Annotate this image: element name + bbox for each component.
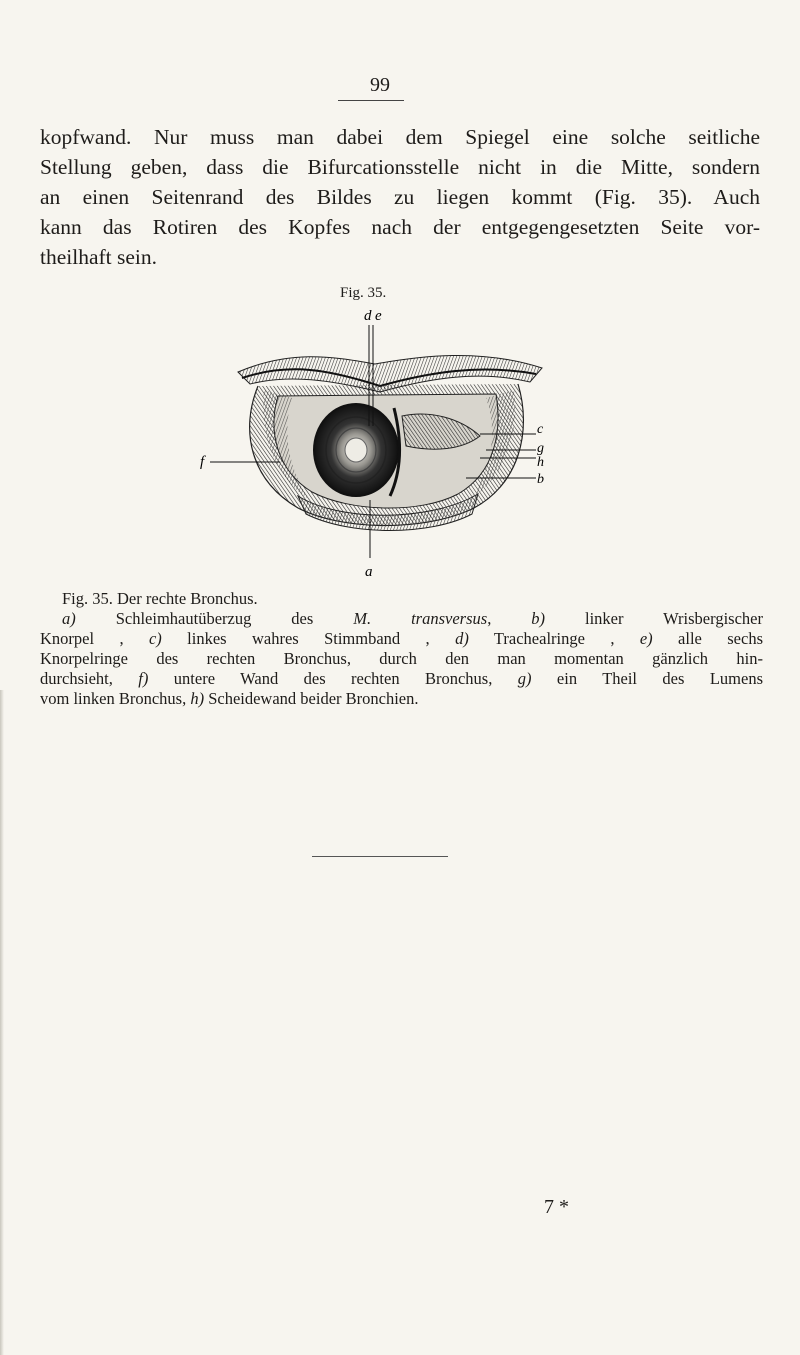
label-d: d (364, 308, 372, 324)
caption-italic-run: g) (517, 669, 532, 688)
caption-italic-run: d) (455, 629, 469, 648)
label-g: g (537, 441, 544, 456)
caption-text-run: Trachealringe , (468, 629, 640, 648)
caption-text-run: Schleimhautüberzug des (75, 609, 354, 628)
caption-italic-run: a) (62, 609, 76, 628)
caption-italic-run: e) (639, 629, 653, 648)
caption-italic-run: f) (138, 669, 149, 688)
label-f: f (200, 454, 205, 470)
signature-mark: 7 * (544, 1196, 569, 1218)
caption-line (40, 609, 763, 629)
body-line: an einen Seitenrand des Bildes zu liegen kommt (Fig. 35). Auch (40, 185, 760, 209)
caption-text-run: ein Theil des Lumens (531, 669, 763, 688)
label-e: e (375, 308, 382, 324)
caption-text-run: durchsieht, (40, 669, 139, 688)
caption-italic-run: c) (148, 629, 162, 648)
caption-italic-run: M. transversus (353, 609, 488, 628)
figure-caption (40, 589, 763, 709)
section-rule (312, 856, 448, 857)
caption-text-run: Knorpel , (40, 629, 149, 648)
bronchus-illustration (180, 300, 600, 590)
caption-line (40, 629, 763, 649)
body-line: Stellung geben, dass die Bifurcationsstelle nicht in die Mitte, sondern (40, 155, 760, 179)
caption-italic-run: b) (531, 609, 546, 628)
caption-text-run: Scheidewand beider Bronchien. (204, 689, 419, 708)
caption-text-run: vom linken Bronchus, (40, 689, 191, 708)
label-a: a (365, 564, 373, 580)
body-line: kopfwand. Nur muss man dabei dem Spiegel eine solche seitliche (40, 125, 760, 149)
caption-line (40, 669, 763, 689)
caption-text-run: linker Wrisbergischer (545, 609, 763, 628)
body-text (40, 122, 760, 272)
figure-title: Fig. 35. (340, 285, 387, 301)
bronchus-illustration-svg (180, 300, 600, 590)
page-number: 99 (370, 74, 390, 96)
caption-line (40, 649, 763, 669)
caption-italic-run: h) (190, 689, 205, 708)
caption-text-run: , (487, 609, 532, 628)
caption-text-run: untere Wand des rechten Bronchus, (148, 669, 518, 688)
label-b: b (537, 472, 544, 487)
caption-line (40, 689, 763, 709)
label-c: c (537, 422, 544, 437)
page-edge-shadow (0, 690, 4, 1355)
caption-text-run: linkes wahres Stimmband , (161, 629, 456, 648)
caption-heading: Fig. 35. Der rechte Bronchus. (62, 589, 258, 608)
body-line: theilhaft sein. (40, 245, 158, 269)
caption-text-run: Knorpelringe des rechten Bronchus, durch den man momentan gänzlich hin- (40, 649, 763, 668)
label-h: h (537, 455, 544, 470)
page-number-rule (338, 100, 404, 101)
body-line: kann das Rotiren des Kopfes nach der entgegengesetzten Seite vor- (40, 215, 760, 239)
caption-text-run: alle sechs (652, 629, 763, 648)
